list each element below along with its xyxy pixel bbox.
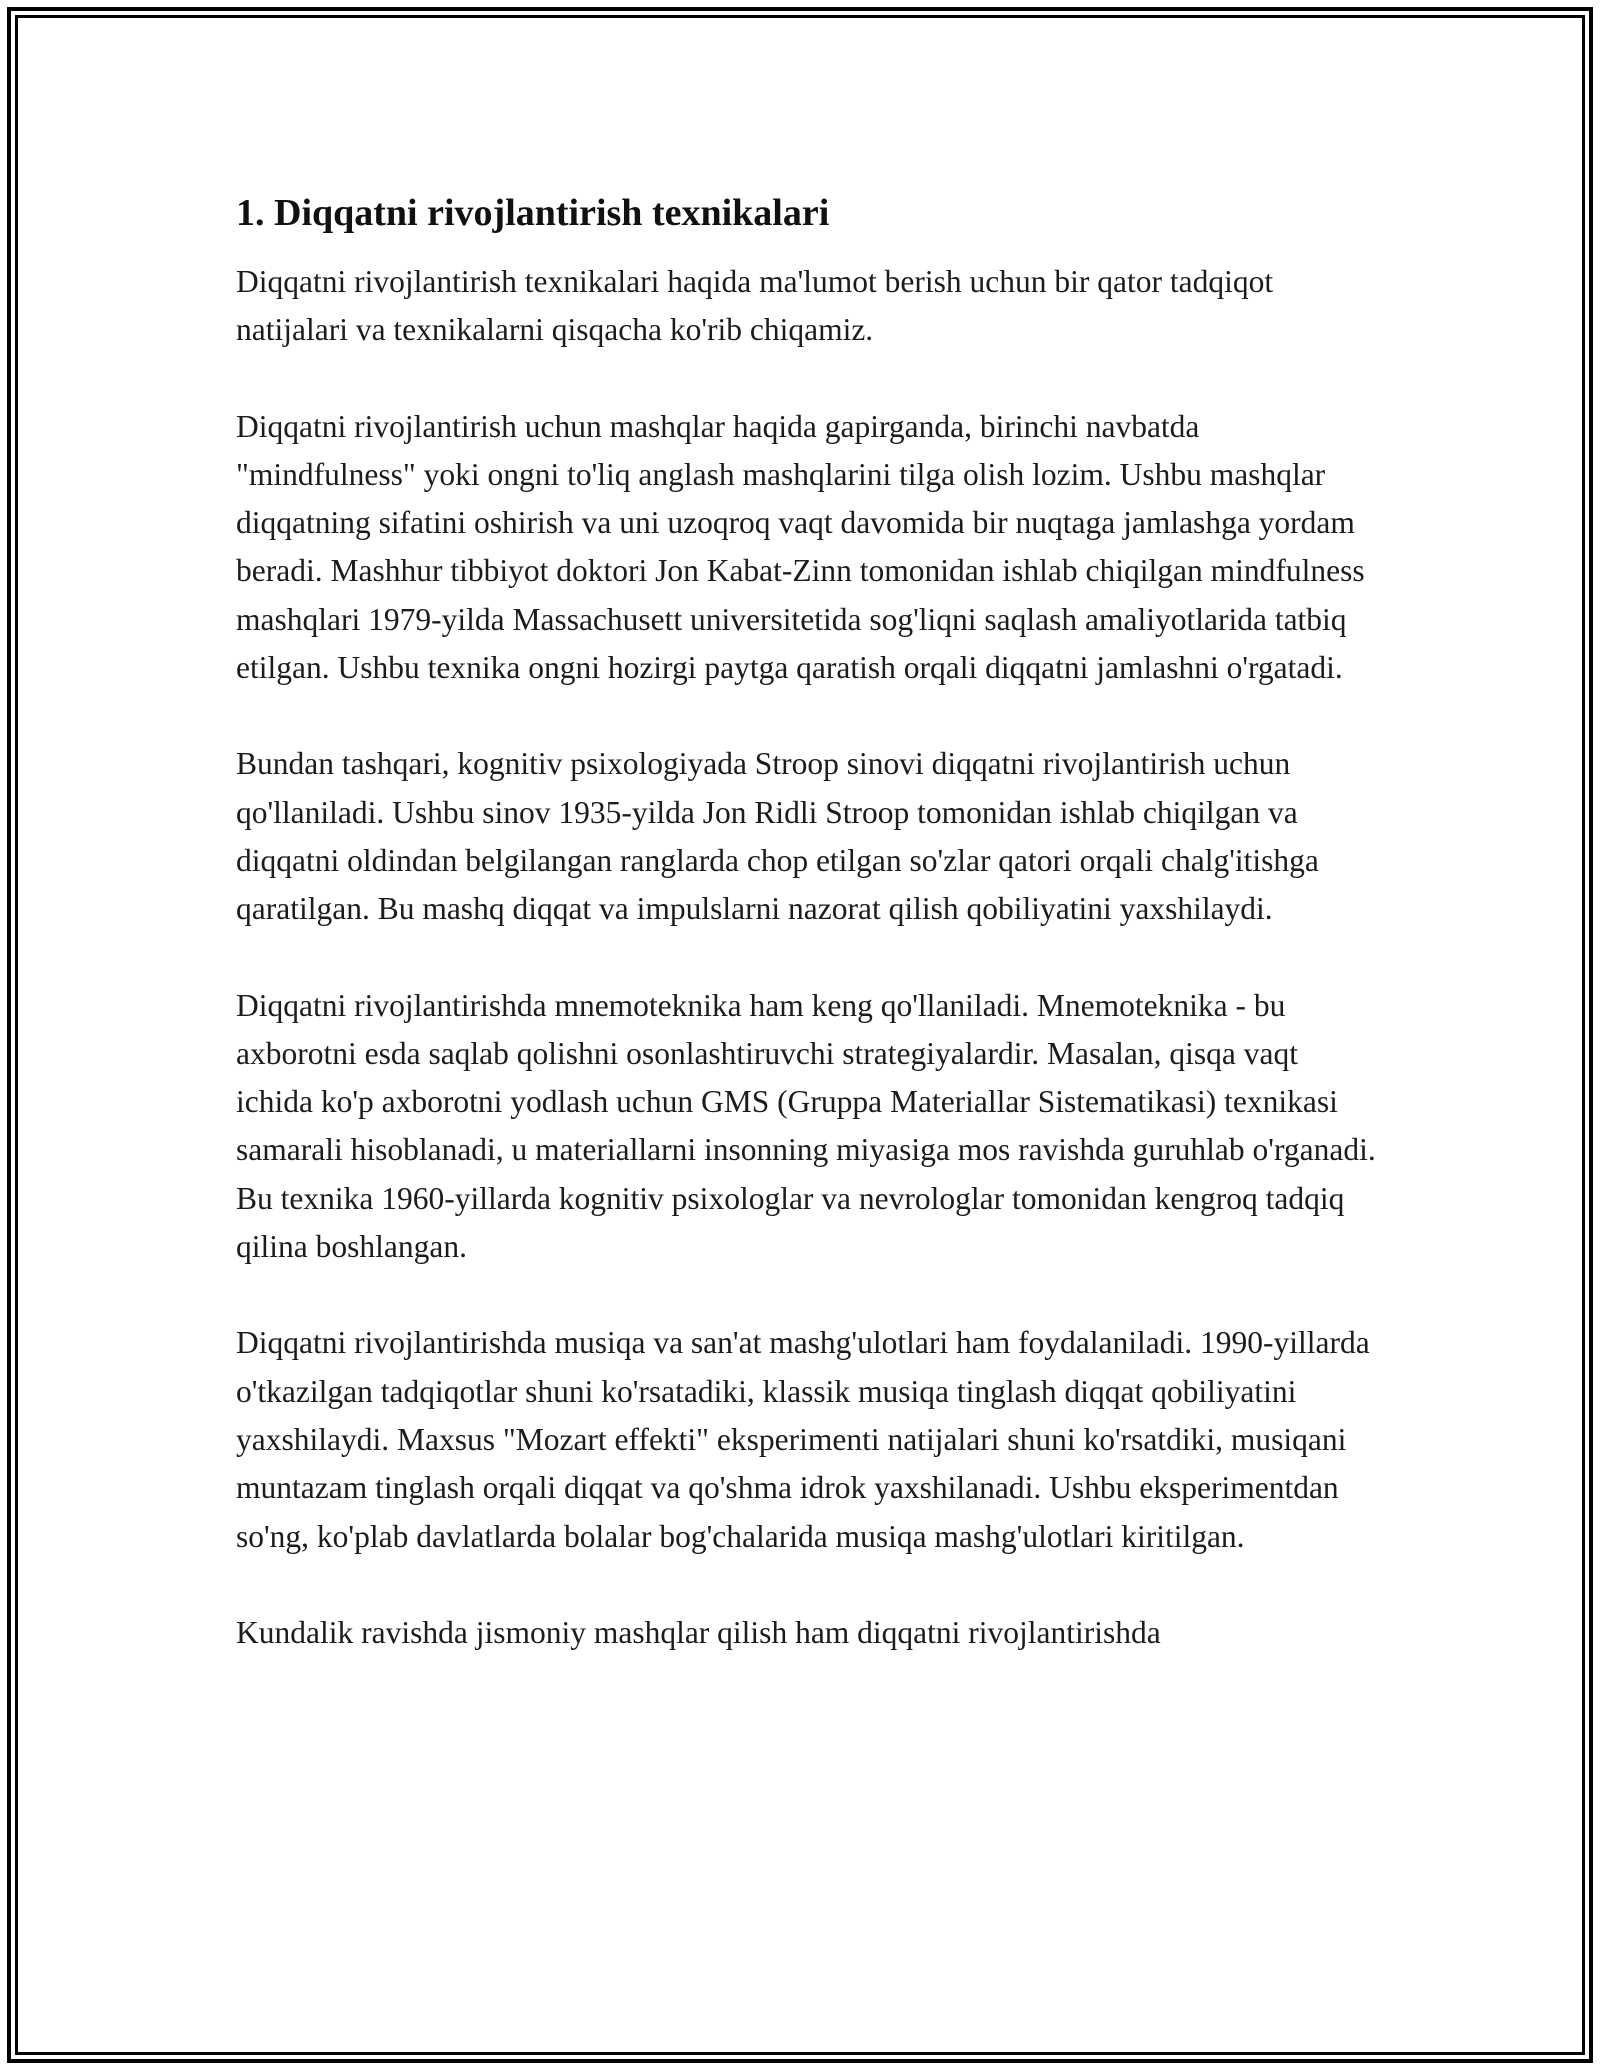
paragraph-exercise: Kundalik ravishda jismoniy mashqlar qilish ham diqqatni rivojlantirishda [236, 1614, 1161, 1650]
section-heading: 1. Diqqatni rivojlantirish texnikalari [236, 192, 830, 234]
paragraph-music: Diqqatni rivojlantirishda musiqa va san'at mashg'ulotlari ham foydalaniladi. 1990-yillarda o'tkazilgan tadqiqotlar shuni ko'rsatadiki, klassik musiqa tinglash diqqat qobiliyatini yaxshilaydi. Maxsus "Mozart effekti" eksperimenti natijalari shuni ko'rsatdiki, musiqani muntazam tinglash orqali diqqat va qo'shma idrok yaxshilanadi. Ushbu eksperimentdan so'ng, ko'plab davlatlarda bolalar bog'chalarida musiqa mashg'ulotlari kiritilgan. [236, 1325, 1370, 1554]
paragraph-mnemotechnics: Diqqatni rivojlantirishda mnemoteknika ham keng qo'llaniladi. Mnemoteknika - bu axborotni esda saqlab qolishni osonlashtiruvchi strategiyalardir. Masalan, qisqa vaqt ichida ko'p axborotni yodlash uchun GMS (Gruppa Materiallar Sistematikasi) texnikasi samarali hisoblanadi, u materiallarni insonning miyasiga mos ravishda guruhlab o'rganadi. Bu texnika 1960-yillarda kognitiv psixologlar va nevrologlar tomonidan kengroq tadqiq qilina boshlangan. [236, 987, 1376, 1265]
document-body [236, 186, 1376, 1657]
paragraph-intro: Diqqatni rivojlantirish texnikalari haqida ma'lumot berish uchun bir qator tadqiqot natijalari va texnikalarni qisqacha ko'rib chiqamiz. [236, 264, 1274, 348]
paragraph-stroop: Bundan tashqari, kognitiv psixologiyada Stroop sinovi diqqatni rivojlantirish uchun qo'llaniladi. Ushbu sinov 1935-yilda Jon Ridli Stroop tomonidan ishlab chiqilgan va diqqatni oldindan belgilangan ranglarda chop etilgan so'zlar qatori orqali chalg'itishga qaratilgan. Bu mashq diqqat va impulslarni nazorat qilish qobiliyatini yaxshilaydi. [236, 746, 1319, 927]
paragraph-mindfulness: Diqqatni rivojlantirish uchun mashqlar haqida gapirganda, birinchi navbatda "mindfulness" yoki ongni to'liq anglash mashqlarini tilga olish lozim. Ushbu mashqlar diqqatning sifatini oshirish va uni uzoqroq vaqt davomida bir nuqtaga jamlashga yordam beradi. Mashhur tibbiyot doktori Jon Kabat-Zinn tomonidan ishlab chiqilgan mindfulness mashqlari 1979-yilda Massachusett universitetida sog'liqni saqlash amaliyotlarida tatbiq etilgan. Ushbu texnika ongni hozirgi paytga qaratish orqali diqqatni jamlashni o'rgatadi. [236, 408, 1365, 686]
